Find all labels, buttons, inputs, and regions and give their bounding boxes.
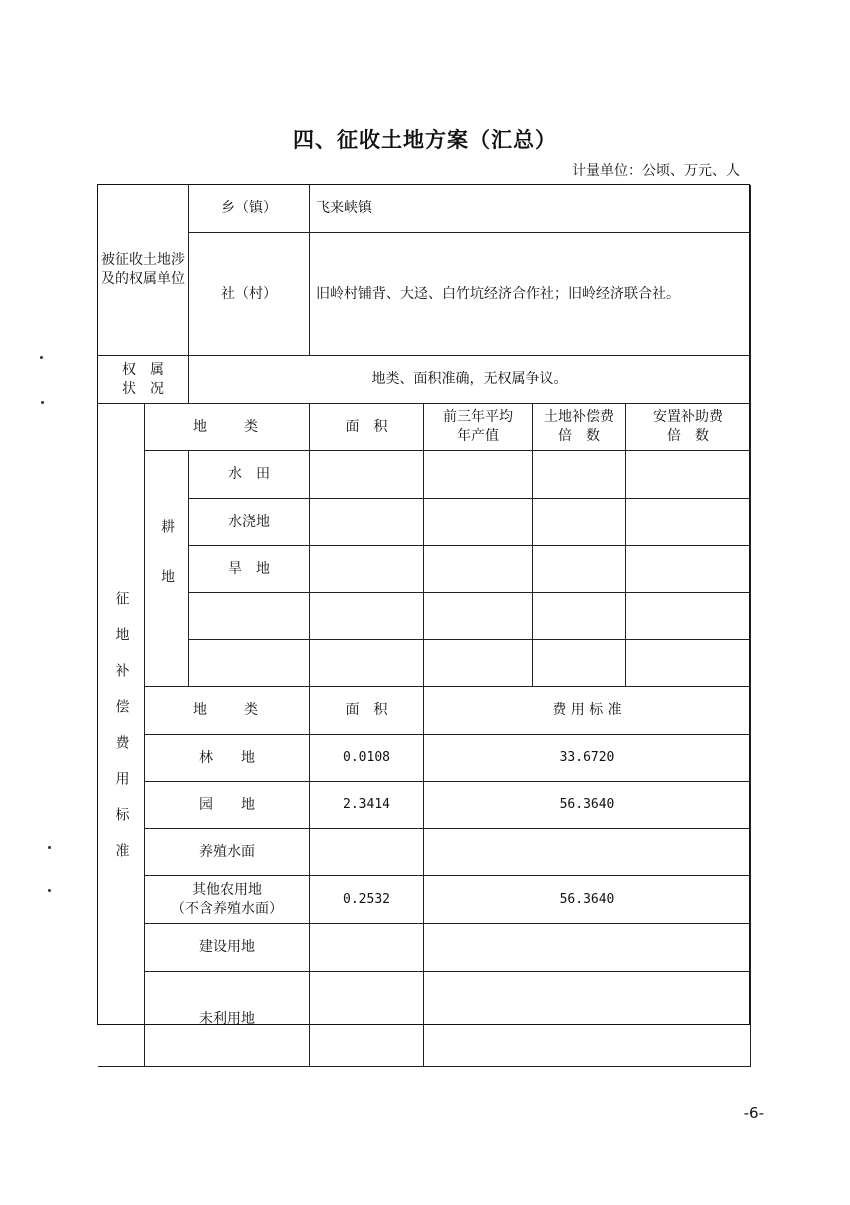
cultivated-land-text: 耕地: [158, 518, 175, 619]
table-cell-fee: 56.3640: [424, 876, 751, 924]
document-title: 四、征收土地方案（汇总）: [293, 128, 557, 152]
cultivated-land-label: [145, 451, 189, 687]
table-row-type: [189, 640, 310, 687]
table-cell-fee: 56.3640: [424, 782, 751, 829]
table-cell-area: [310, 829, 424, 876]
table-cell: [626, 640, 751, 687]
header-area: 面 积: [310, 404, 424, 451]
table-row-type: 水浇地: [189, 499, 310, 546]
table-cell-fee: [424, 972, 751, 1067]
header-land-multiple: 土地补偿费 倍 数: [533, 404, 626, 451]
unit-note: 计量单位：公顷、万元、人: [572, 163, 740, 179]
table-cell: [424, 499, 533, 546]
table-cell: [310, 451, 424, 499]
township-value: 飞来峡镇: [310, 185, 751, 233]
village-label: 社（村）: [189, 233, 310, 356]
table-cell-fee: 33.6720: [424, 735, 751, 782]
page-number: -6-: [743, 1104, 764, 1122]
table-cell: [626, 593, 751, 640]
header2-land-type: 地 类: [145, 687, 310, 735]
scan-speck: [40, 356, 43, 359]
ownership-value: 地类、面积准确，无权属争议。: [189, 356, 751, 404]
table-row-type: 其他农用地 （不含养殖水面）: [145, 876, 310, 924]
table-cell: [533, 499, 626, 546]
table-row-type: 水 田: [189, 451, 310, 499]
table-row-type: 养殖水面: [145, 829, 310, 876]
rights-unit-label: 被征收土地涉 及的权属单位: [98, 185, 189, 356]
table-cell: [310, 593, 424, 640]
table-cell: [424, 451, 533, 499]
table-cell: [626, 546, 751, 593]
table-cell-fee: [424, 924, 751, 972]
land-acquisition-table: [97, 184, 750, 1025]
table-cell-area: 2.3414: [310, 782, 424, 829]
table-row-type: [189, 593, 310, 640]
table-cell: [533, 546, 626, 593]
header-avg-output: 前三年平均 年产值: [424, 404, 533, 451]
table-row-type: 园 地: [145, 782, 310, 829]
table-row-type: 旱 地: [189, 546, 310, 593]
header2-fee-standard: 费 用 标 准: [424, 687, 751, 735]
table-row-type: 未利用地: [145, 972, 310, 1067]
table-cell-area: [310, 924, 424, 972]
table-cell: [533, 640, 626, 687]
table-cell: [310, 499, 424, 546]
header-resettle-multiple: 安置补助费 倍 数: [626, 404, 751, 451]
compensation-section-label: [98, 404, 145, 1067]
township-label: 乡（镇）: [189, 185, 310, 233]
village-value: 旧岭村铺背、大迳、白竹坑经济合作社；旧岭经济联合社。: [310, 233, 751, 356]
table-cell: [424, 593, 533, 640]
table-cell: [424, 640, 533, 687]
scan-speck: [48, 889, 51, 892]
table-cell-area: [310, 972, 424, 1067]
table-cell: [310, 546, 424, 593]
table-cell: [533, 593, 626, 640]
header2-area: 面 积: [310, 687, 424, 735]
table-row-type: 林 地: [145, 735, 310, 782]
ownership-label: 权 属 状 况: [98, 356, 189, 404]
table-cell-fee: [424, 829, 751, 876]
scan-speck: [41, 401, 44, 404]
compensation-section-text: 征地补偿费用标准: [113, 591, 130, 879]
table-cell: [310, 640, 424, 687]
table-cell-area: 0.2532: [310, 876, 424, 924]
table-row-type: 建设用地: [145, 924, 310, 972]
table-cell: [626, 451, 751, 499]
scan-speck: [48, 846, 51, 849]
table-cell-area: 0.0108: [310, 735, 424, 782]
table-cell: [533, 451, 626, 499]
table-cell: [424, 546, 533, 593]
table-cell: [626, 499, 751, 546]
header-land-type: 地 类: [145, 404, 310, 451]
